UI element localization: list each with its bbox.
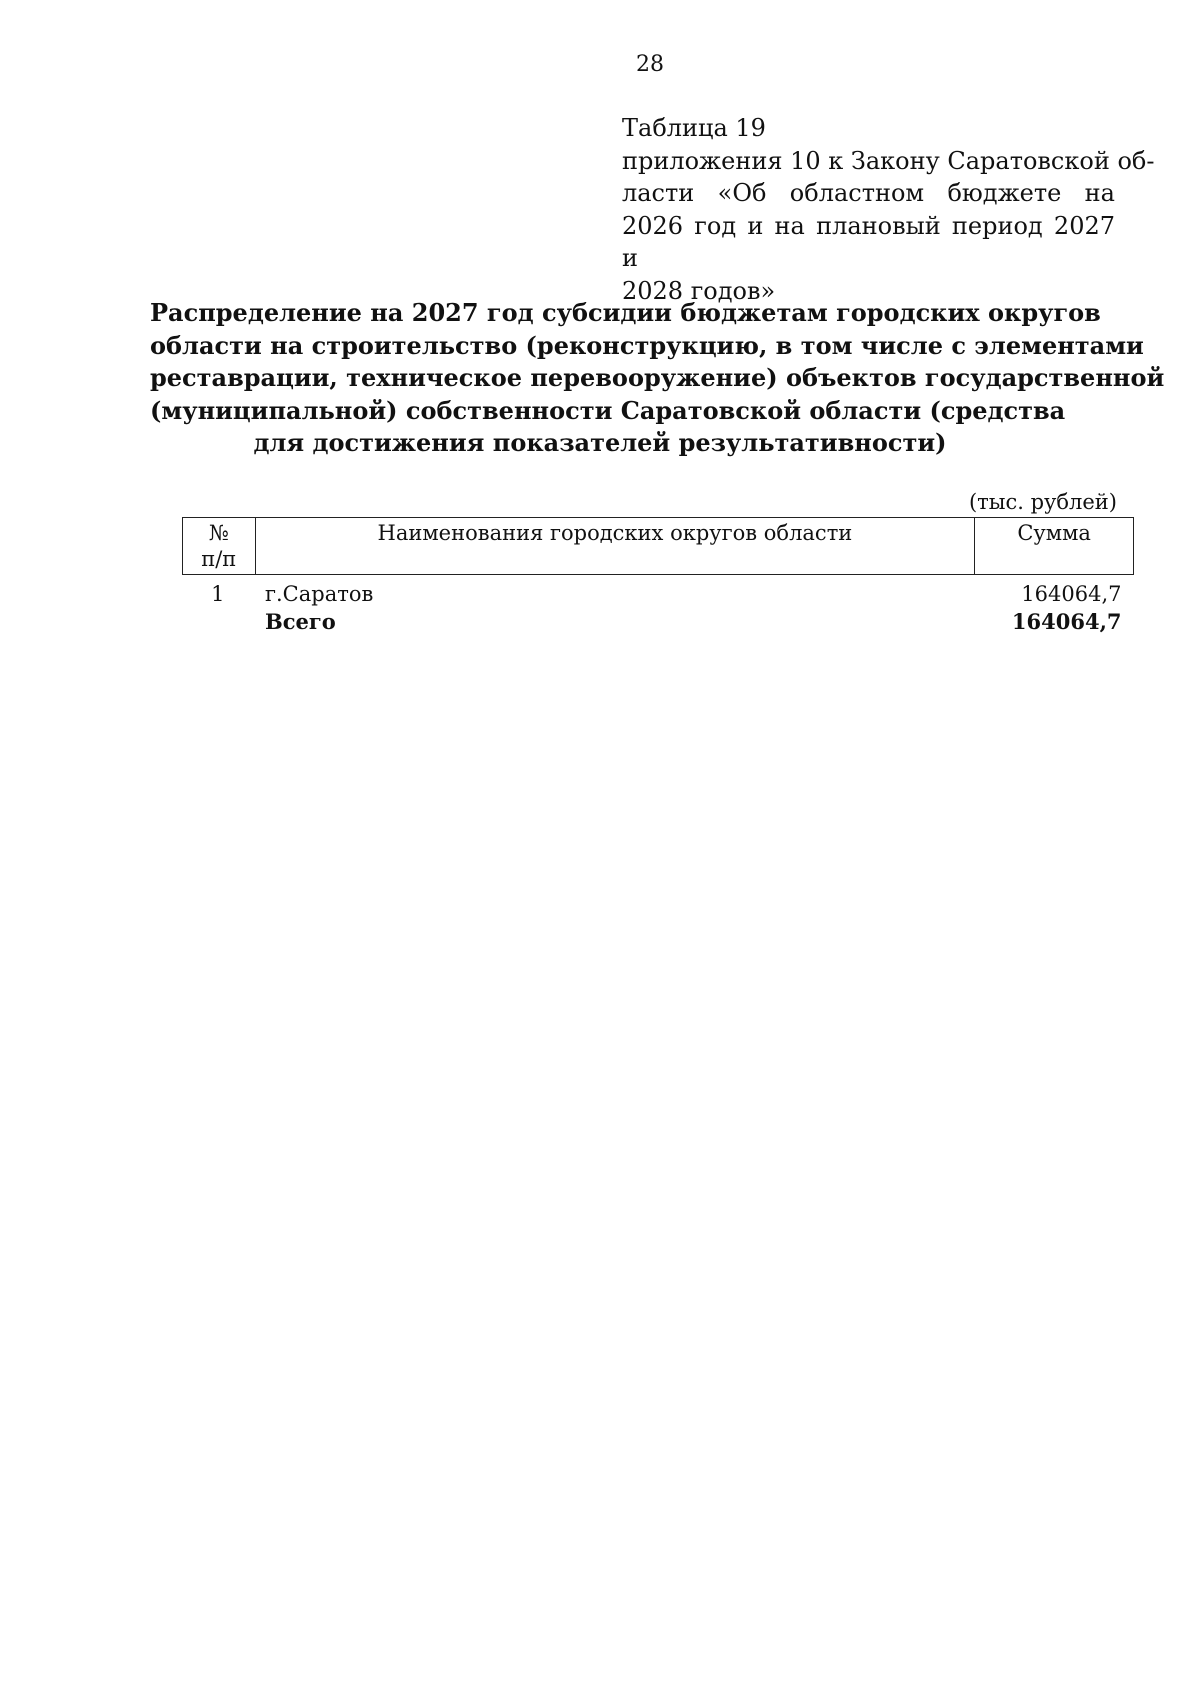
- total-sum: 164064,7: [1011, 609, 1122, 634]
- title-line-1: Распределение на 2027 год субсидии бюджетам городских округов: [150, 298, 1101, 327]
- header-number-line-1: №: [208, 521, 229, 545]
- title-line-2: области на строительство (реконструкцию, в том числе с элементами: [150, 330, 1144, 360]
- annex-line-2: приложения 10 к Закону Саратовской об-: [622, 146, 1155, 175]
- header-sum: Сумма: [975, 518, 1134, 575]
- distribution-table: [182, 517, 1134, 635]
- total-number-empty: [183, 608, 256, 635]
- annex-line-1: Таблица 19: [622, 114, 766, 142]
- row-sum: 164064,7: [1021, 582, 1122, 606]
- title-line-5: для достижения показателей результативности): [253, 428, 947, 457]
- header-name: Наименования городских округов области: [255, 518, 975, 575]
- row-name: г.Саратов: [265, 582, 374, 606]
- title-line-4: (муниципальной) собственности Саратовской области (средства: [150, 395, 1066, 425]
- annex-reference: [622, 112, 1155, 307]
- units-label: (тыс. рублей): [968, 490, 1117, 514]
- annex-line-5: 2028 годов»: [622, 276, 776, 305]
- table-row: [183, 575, 1134, 609]
- page-number: 28: [636, 52, 664, 77]
- annex-line-4: 2026 год и на плановый период 2027 и: [622, 211, 1115, 272]
- table-header-row: [183, 518, 1134, 575]
- header-number-line-2: п/п: [201, 547, 237, 571]
- header-number: [183, 518, 256, 575]
- total-label: Всего: [265, 609, 336, 634]
- annex-line-3: ласти «Об областном бюджете на: [622, 179, 1115, 207]
- title-line-3: реставрации, техническое перевооружение) объектов государственной: [150, 363, 1165, 392]
- document-title: [150, 297, 1165, 460]
- row-number: 1: [211, 582, 225, 606]
- total-row: [183, 608, 1134, 635]
